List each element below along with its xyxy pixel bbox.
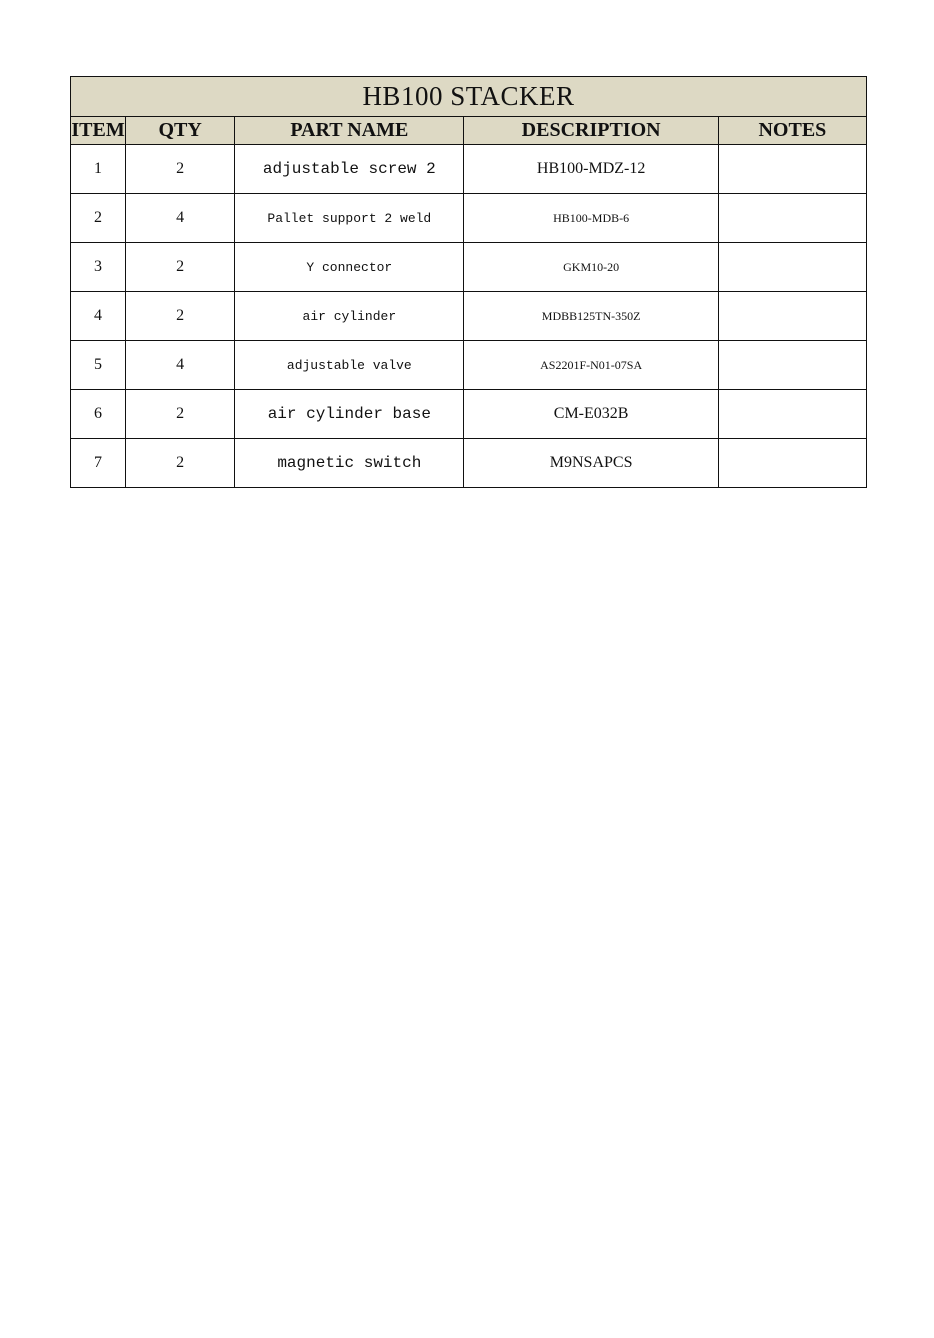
bill-of-materials-table (70, 76, 867, 488)
part-name-cell: adjustable screw 2 (235, 145, 464, 194)
part-name-cell: Y connector (235, 243, 464, 292)
notes-cell (718, 439, 866, 488)
item-cell: 1 (71, 145, 126, 194)
item-cell: 2 (71, 194, 126, 243)
table-row (71, 292, 867, 341)
description-cell: CM-E032B (464, 390, 718, 439)
column-header-row (71, 117, 867, 145)
table-row (71, 439, 867, 488)
qty-cell: 2 (126, 145, 235, 194)
notes-cell (718, 194, 866, 243)
part-name-cell: adjustable valve (235, 341, 464, 390)
table-row (71, 243, 867, 292)
description-cell: HB100-MDZ-12 (464, 145, 718, 194)
table-row (71, 341, 867, 390)
notes-cell (718, 292, 866, 341)
header-part-name: PART NAME (235, 117, 464, 145)
header-item: ITEM (71, 117, 126, 145)
qty-cell: 4 (126, 194, 235, 243)
description-cell: AS2201F-N01-07SA (464, 341, 718, 390)
qty-cell: 2 (126, 243, 235, 292)
notes-cell (718, 390, 866, 439)
header-qty: QTY (126, 117, 235, 145)
description-cell: GKM10-20 (464, 243, 718, 292)
description-cell: MDBB125TN-350Z (464, 292, 718, 341)
item-cell: 4 (71, 292, 126, 341)
item-cell: 3 (71, 243, 126, 292)
qty-cell: 2 (126, 390, 235, 439)
table-row (71, 145, 867, 194)
header-notes: NOTES (718, 117, 866, 145)
part-name-cell: Pallet support 2 weld (235, 194, 464, 243)
description-cell: M9NSAPCS (464, 439, 718, 488)
item-cell: 6 (71, 390, 126, 439)
header-description: DESCRIPTION (464, 117, 718, 145)
notes-cell (718, 341, 866, 390)
part-name-cell: magnetic switch (235, 439, 464, 488)
qty-cell: 2 (126, 439, 235, 488)
part-name-cell: air cylinder base (235, 390, 464, 439)
item-cell: 5 (71, 341, 126, 390)
table-title: HB100 STACKER (71, 77, 867, 117)
part-name-cell: air cylinder (235, 292, 464, 341)
qty-cell: 2 (126, 292, 235, 341)
table-row (71, 390, 867, 439)
notes-cell (718, 243, 866, 292)
description-cell: HB100-MDB-6 (464, 194, 718, 243)
item-cell: 7 (71, 439, 126, 488)
qty-cell: 4 (126, 341, 235, 390)
table-row (71, 194, 867, 243)
notes-cell (718, 145, 866, 194)
